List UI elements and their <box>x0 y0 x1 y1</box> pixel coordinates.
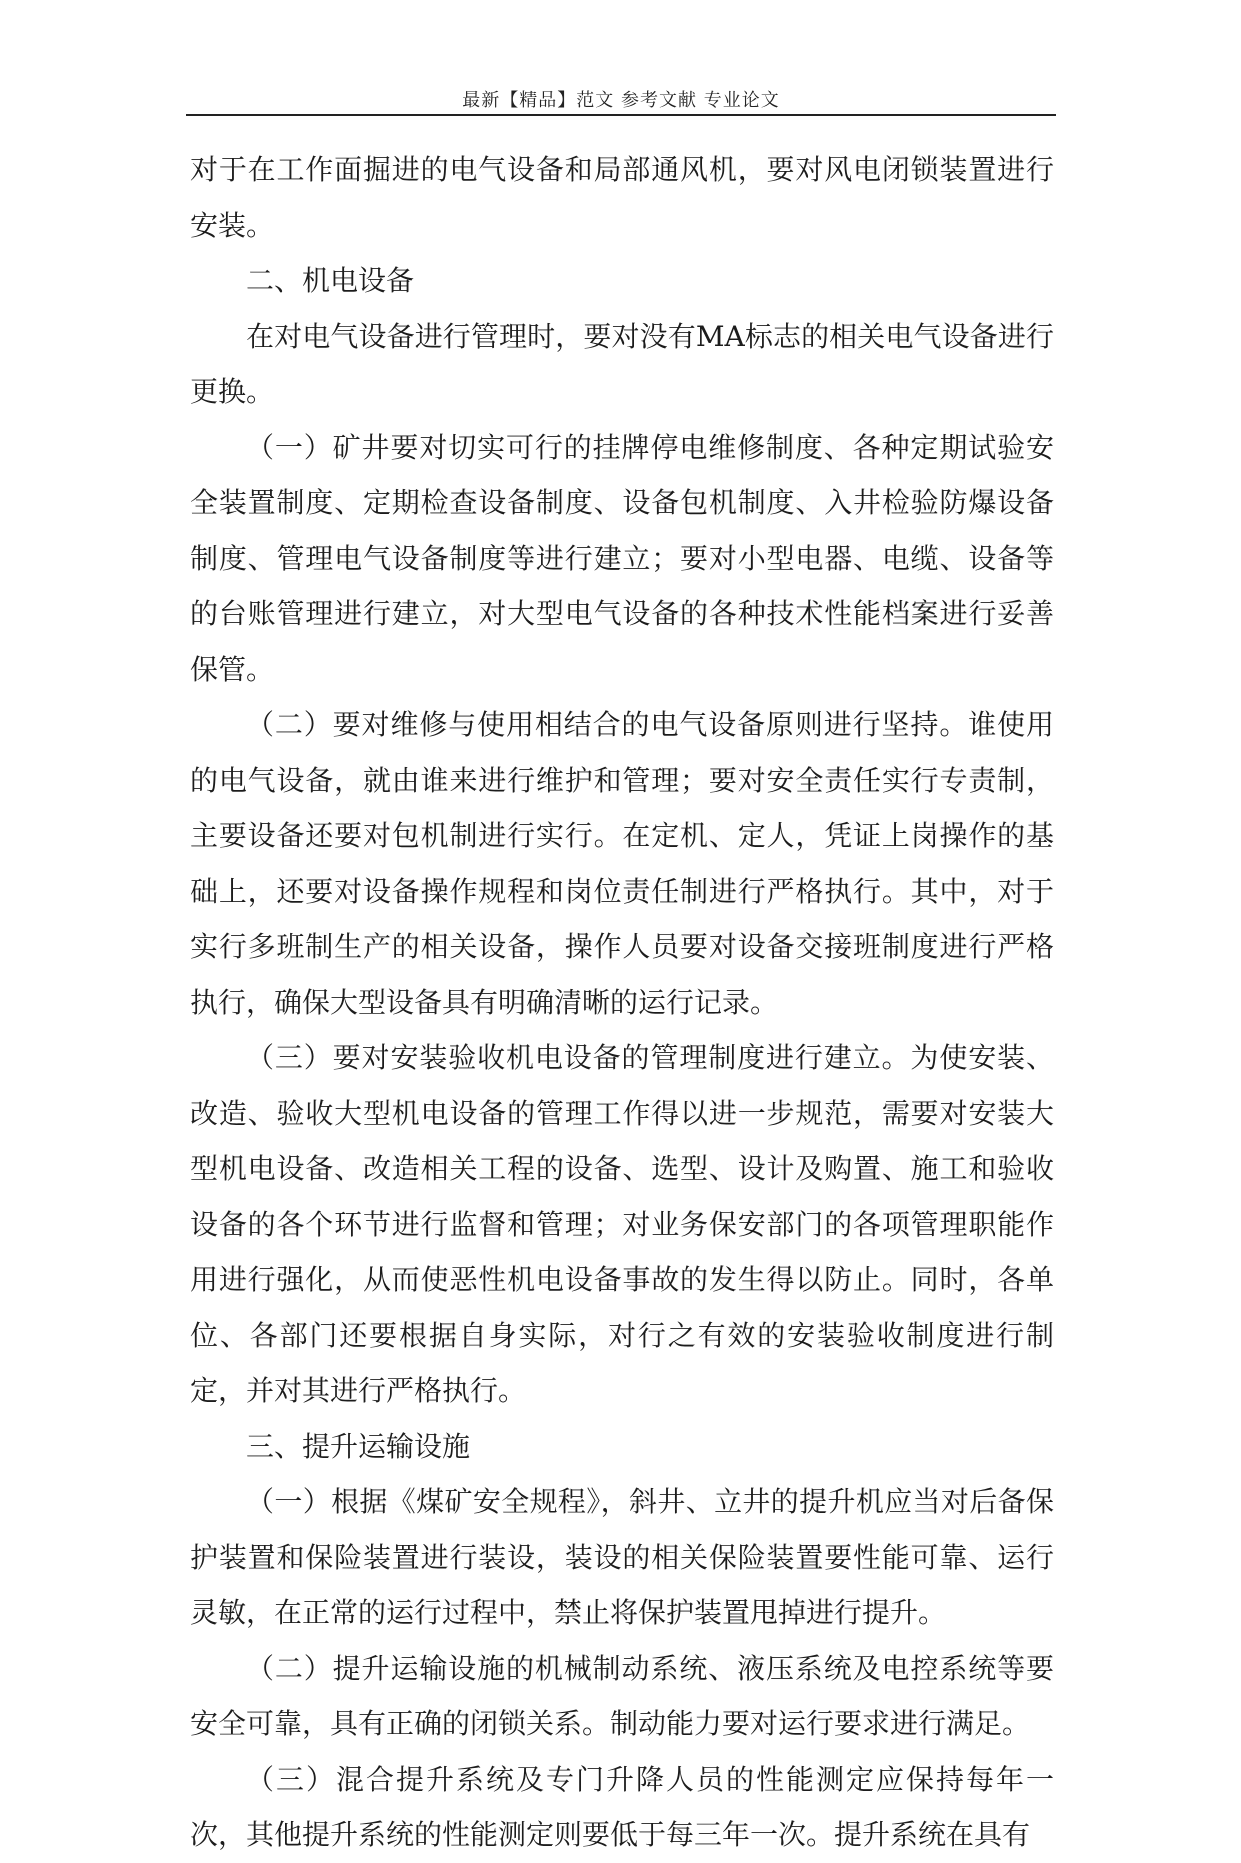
section-heading-2: 二、机电设备 <box>246 264 415 297</box>
page-header: 最新【精品】范文 参考文献 专业论文 <box>462 90 780 111</box>
paragraph-4: （一）矿井要对切实可行的挂牌停电维修制度、各种定期试验安全装置制度、定期检查设备制度、设备包机制度、入井检验防爆设备制度、管理电气设备制度等进行建立；要对小型电器、电缆、设备等的台账管理进行建立，对大型电气设备的各种技术性能档案进行妥善保管。 <box>190 430 1054 686</box>
paragraph-8: （一）根据《煤矿安全规程》，斜井、立井的提升机应当对后备保护装置和保险装置进行装设，装设的相关保险装置要性能可靠、运行灵敏，在正常的运行过程中，禁止将保护装置甩掉进行提升。 <box>190 1485 1054 1629</box>
paragraph-6: （三）要对安装验收机电设备的管理制度进行建立。为使安装、改造、验收大型机电设备的管理工作得以进一步规范，需要对安装大型机电设备、改造相关工程的设备、选型、设计及购置、施工和验收设备的各个环节进行监督和管理；对业务保安部门的各项管理职能作用进行强化，从而使恶性机电设备事故的发生得以防止。同时，各单位、各部门还要根据自身实际，对行之有效的安装验收制度进行制定，并对其进行严格执行。 <box>190 1041 1054 1407</box>
document-body <box>190 142 1054 1863</box>
paragraph-3: 在对电气设备进行管理时，要对没有MA标志的相关电气设备进行更换。 <box>190 319 1054 408</box>
paragraph-9: （二）提升运输设施的机械制动系统、液压系统及电控系统等要安全可靠，具有正确的闭锁关系。制动能力要对运行要求进行满足。 <box>190 1651 1054 1740</box>
paragraph-10: （三）混合提升系统及专门升降人员的性能测定应保持每年一次，其他提升系统的性能测定则要低于每三年一次。提升系统在具有 <box>190 1762 1054 1851</box>
header-divider <box>186 114 1056 116</box>
paragraph-1: 对于在工作面掘进的电气设备和局部通风机，要对风电闭锁装置进行安装。 <box>190 153 1054 242</box>
section-heading-3: 三、提升运输设施 <box>246 1429 471 1463</box>
paragraph-5: （二）要对维修与使用相结合的电气设备原则进行坚持。谁使用的电气设备，就由谁来进行维护和管理；要对安全责任实行专责制，主要设备还要对包机制进行实行。在定机、定人，凭证上岗操作的基础上，还要对设备操作规程和岗位责任制进行严格执行。其中，对于实行多班制生产的相关设备，操作人员要对设备交接班制度进行严格执行，确保大型设备具有明确清晰的运行记录。 <box>190 708 1054 1019</box>
